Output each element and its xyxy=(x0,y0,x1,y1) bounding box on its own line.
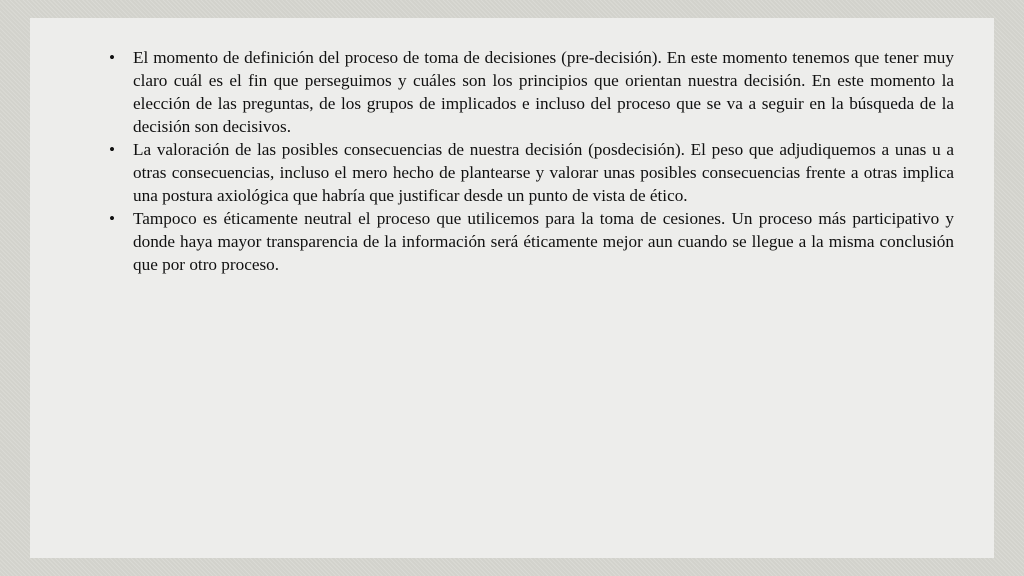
bullet-item-process xyxy=(106,207,954,276)
bullet-icon: • xyxy=(109,140,116,159)
bullet-icon: • xyxy=(109,209,116,228)
slide-panel xyxy=(30,18,994,558)
bullet-text-posdecision: La valoración de las posibles consecuencias de nuestra decisión (posdecisión). El peso que adjudiquemos a unas u a otras consecuencias, incluso el mero hecho de plantearse y valorar unas posibles consecuencias frente a otras implica una postura axiológica que habría que justificar desde un punto de vista de ético. xyxy=(133,140,954,205)
bullet-item-predecision xyxy=(106,46,954,138)
bullet-text-process: Tampoco es éticamente neutral el proceso que utilicemos para la toma de cesiones. Un proceso más participativo y donde haya mayor transparencia de la información será éticamente mejor aun cuando se llegue a la misma conclusión que por otro proceso. xyxy=(133,209,954,274)
bullet-item-posdecision xyxy=(106,138,954,207)
bullet-text-predecision: El momento de definición del proceso de toma de decisiones (pre-decisión). En este momento tenemos que tener muy claro cuál es el fin que perseguimos y cuáles son los principios que orientan nuestra decisión. En este momento la elección de las preguntas, de los grupos de implicados e incluso del proceso que se va a seguir en la búsqueda de la decisión son decisivos. xyxy=(133,48,954,136)
bullet-icon: • xyxy=(109,48,116,67)
slide-content xyxy=(106,46,954,276)
bullet-list xyxy=(106,46,954,276)
